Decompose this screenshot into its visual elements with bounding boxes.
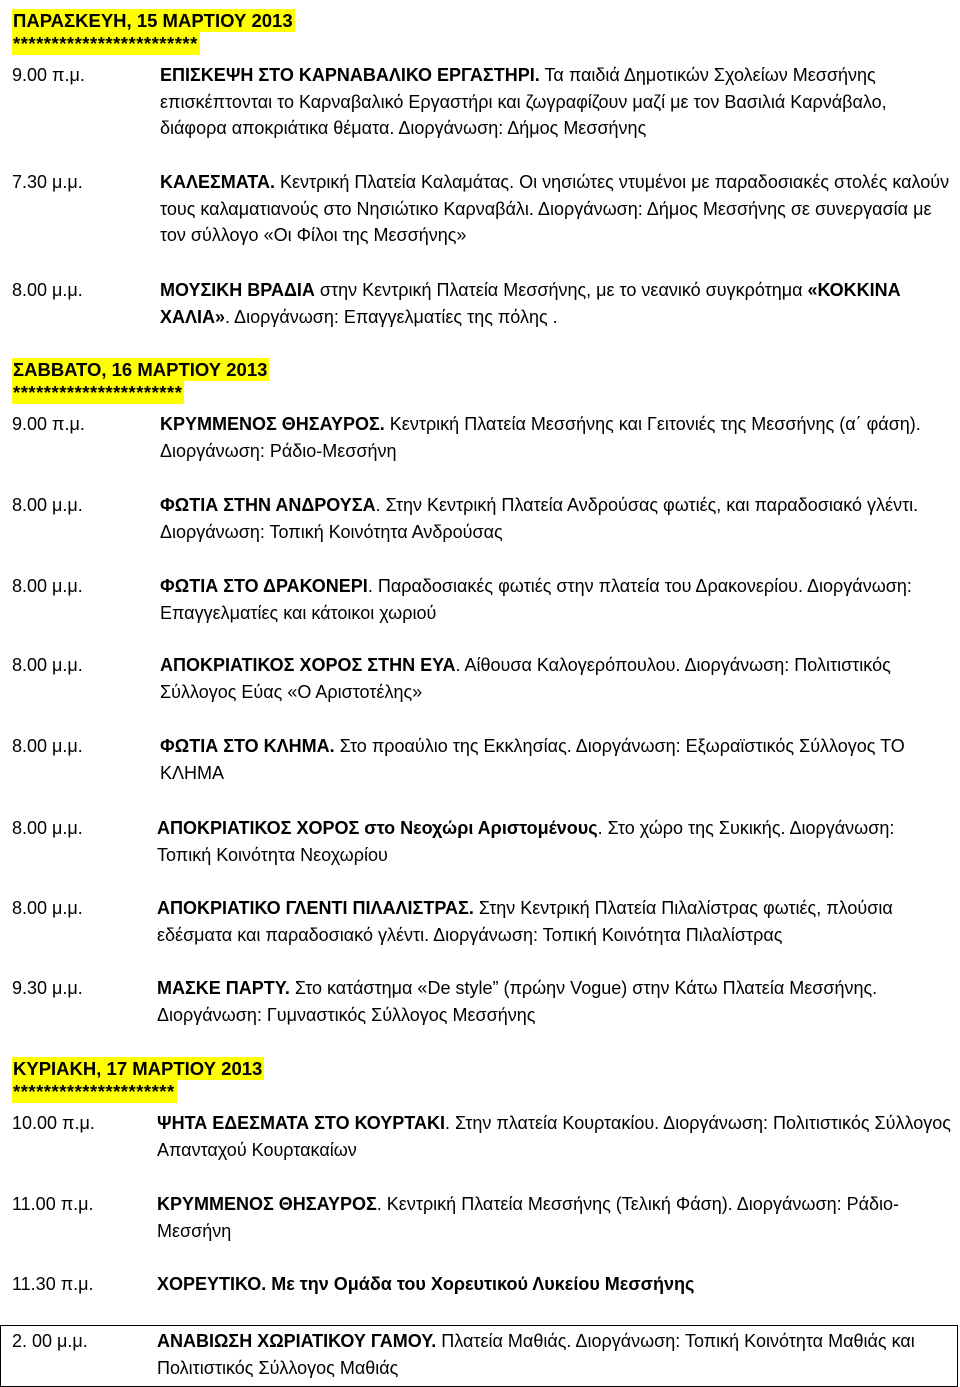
event-title: ΕΠΙΣΚΕΨΗ ΣΤΟ ΚΑΡΝΑΒΑΛΙΚΟ ΕΡΓΑΣΤΗΡΙ.: [160, 65, 540, 85]
event-details: Στο κατάστημα «De style” (πρώην Vogue) στην Κάτω Πλατεία Μεσσήνης. Διοργάνωση: Γυμναστικός Σύλλογος Μεσσήνης: [157, 978, 878, 1025]
event-description: [157, 815, 952, 868]
event-time: 9.00 π.μ.: [12, 414, 85, 434]
day-heading-sunday: [12, 1057, 264, 1103]
event-band-name: «ΚΟΚΚΙΝΑ ΧΑΛΙΑ»: [160, 280, 901, 327]
day-separator-stars: ************************: [13, 33, 198, 54]
event-title: ΚΡΥΜΜΕΝΟΣ ΘΗΣΑΥΡΟΣ: [157, 1194, 377, 1214]
event-description: [160, 62, 950, 142]
event-details: . Στην Κεντρική Πλατεία Ανδρούσας φωτιές, και παραδοσιακό γλέντι. Διοργάνωση: Τοπική Κοινότητα Ανδρούσας: [160, 495, 919, 542]
event-time: 8.00 μ.μ.: [12, 655, 83, 675]
event-description: [160, 652, 950, 705]
event-details: Στο προαύλιο της Εκκλησίας. Διοργάνωση: Εξωραϊστικός Σύλλογος ΤΟ ΚΛΗΜΑ: [160, 736, 905, 783]
event-details: Τα παιδιά Δημοτικών Σχολείων Μεσσήνης επισκέπτονται το Καρναβαλικό Εργαστήρι και ζωγραφίζουν μαζί με τον Βασιλιά Καρνάβαλο, διάφορα αποκριάτικα θέματα. Διοργάνωση: Δήμος Μεσσήνης: [160, 65, 887, 138]
day-separator-stars: *********************: [13, 1081, 175, 1102]
event-title: ΚΑΛΕΣΜΑΤΑ.: [160, 172, 275, 192]
day-title: ΣΑΒΒΑΤΟ, 16 ΜΑΡΤΙΟΥ 2013: [13, 359, 268, 380]
event-time: 8.00 μ.μ.: [12, 576, 83, 596]
event-time: 10.00 π.μ.: [12, 1113, 95, 1133]
day-heading-friday: [12, 9, 295, 55]
event-details: Κεντρική Πλατεία Καλαμάτας. Οι νησιώτες ντυμένοι με παραδοσιακές στολές καλούν τους καλαματιανούς στο Νησιώτικο Καρναβάλι. Διοργάνωση: Δήμος Μεσσήνης σε συνεργασία με τον σύλλογο «Οι Φίλοι της Μεσσήνης»: [160, 172, 950, 245]
event-details: . Κεντρική Πλατεία Μεσσήνης (Τελική Φάση). Διοργάνωση: Ράδιο-Μεσσήνη: [157, 1194, 900, 1241]
event-title: ΦΩΤΙΑ ΣΤΟ ΔΡΑΚΟΝΕΡΙ: [160, 576, 368, 596]
day-title: ΚΥΡΙΑΚΗ, 17 ΜΑΡΤΙΟΥ 2013: [13, 1058, 263, 1079]
event-title: ΦΩΤΙΑ ΣΤΗΝ ΑΝΔΡΟΥΣΑ: [160, 495, 376, 515]
event-description: [160, 492, 950, 545]
event-details: Κεντρική Πλατεία Μεσσήνης και Γειτονιές της Μεσσήνης (α΄ φάση). Διοργάνωση: Ράδιο-Μεσσήνη: [160, 414, 921, 461]
event-description: [160, 573, 950, 626]
event-description: [160, 169, 950, 249]
event-time: 11.00 π.μ.: [12, 1194, 94, 1214]
event-title: ΑΠΟΚΡΙΑΤΙΚΟΣ ΧΟΡΟΣ στο Νεοχώρι Αριστομένους: [157, 818, 598, 838]
day-separator-stars: **********************: [13, 382, 183, 403]
event-time: 8.00 μ.μ.: [12, 736, 83, 756]
event-description: [160, 277, 950, 330]
event-time: 8.00 μ.μ.: [12, 898, 83, 918]
event-title: ΜΑΣΚΕ ΠΑΡΤΥ.: [157, 978, 290, 998]
event-description: [160, 733, 950, 786]
event-time: 7.30 μ.μ.: [12, 172, 83, 192]
event-description: [157, 975, 952, 1028]
event-time: 9.30 μ.μ.: [12, 978, 83, 998]
event-title: ΚΡΥΜΜΕΝΟΣ ΘΗΣΑΥΡΟΣ.: [160, 414, 385, 434]
event-description: [157, 1328, 952, 1381]
event-description: [160, 411, 950, 464]
event-description: [157, 1110, 952, 1163]
event-details: Στην Κεντρική Πλατεία Πιλαλίστρας φωτιές, πλούσια εδέσματα και παραδοσιακό γλέντι. Διοργάνωση: Τοπική Κοινότητα Πιλαλίστρας: [157, 898, 893, 945]
event-description: [157, 895, 952, 948]
event-details: . Αίθουσα Καλογερόπουλου. Διοργάνωση: Πολιτιστικός Σύλλογος Εύας «Ο Αριστοτέλης»: [160, 655, 891, 702]
event-details: . Στην πλατεία Κουρτακίου. Διοργάνωση: Πολιτιστικός Σύλλογος Απανταχού Κουρτακαίων: [157, 1113, 951, 1160]
event-title: ΜΟΥΣΙΚΗ ΒΡΑΔΙΑ: [160, 280, 315, 300]
event-description: [157, 1271, 952, 1298]
event-title: ΑΠΟΚΡΙΑΤΙΚΟΣ ΧΟΡΟΣ ΣΤΗΝ ΕΥΑ: [160, 655, 456, 675]
event-time: 2. 00 μ.μ.: [12, 1331, 88, 1351]
event-time: 8.00 μ.μ.: [12, 495, 83, 515]
event-title: ΧΟΡΕΥΤΙΚΟ. Με την Ομάδα του Χορευτικού Λυκείου Μεσσήνης: [157, 1274, 695, 1294]
event-details: . Στο χώρο της Συκικής. Διοργάνωση: Τοπική Κοινότητα Νεοχωρίου: [157, 818, 895, 865]
event-details: στην Κεντρική Πλατεία Μεσσήνης, με το νεανικό συγκρότημα: [314, 280, 808, 300]
day-heading-saturday: [12, 358, 269, 404]
event-description: [157, 1191, 952, 1244]
day-title: ΠΑΡΑΣΚΕΥΗ, 15 ΜΑΡΤΙΟΥ 2013: [13, 10, 293, 31]
event-title: ΦΩΤΙΑ ΣΤΟ ΚΛΗΜΑ.: [160, 736, 335, 756]
event-time: 11.30 π.μ.: [12, 1274, 94, 1294]
event-time: 8.00 μ.μ.: [12, 818, 83, 838]
event-title: ΑΠΟΚΡΙΑΤΙΚΟ ΓΛΕΝΤΙ ΠΙΛΑΛΙΣΤΡΑΣ.: [157, 898, 474, 918]
event-details: Πλατεία Μαθιάς. Διοργάνωση: Τοπική Κοινότητα Μαθιάς και Πολιτιστικός Σύλλογος Μαθιάς: [157, 1331, 915, 1378]
event-title: ΨΗΤΑ ΕΔΕΣΜΑΤΑ ΣΤΟ ΚΟΥΡΤΑΚΙ: [157, 1113, 445, 1133]
event-details-end: . Διοργάνωση: Επαγγελματίες της πόλης .: [225, 306, 558, 327]
event-time: 9.00 π.μ.: [12, 65, 85, 85]
event-details: . Παραδοσιακές φωτιές στην πλατεία του Δρακονερίου. Διοργάνωση: Επαγγελματίες και κάτοικοι χωριού: [160, 576, 912, 623]
event-time: 8.00 μ.μ.: [12, 280, 83, 300]
event-title: ΑΝΑΒΙΩΣΗ ΧΩΡΙΑΤΙΚΟΥ ΓΑΜΟΥ.: [157, 1331, 437, 1351]
